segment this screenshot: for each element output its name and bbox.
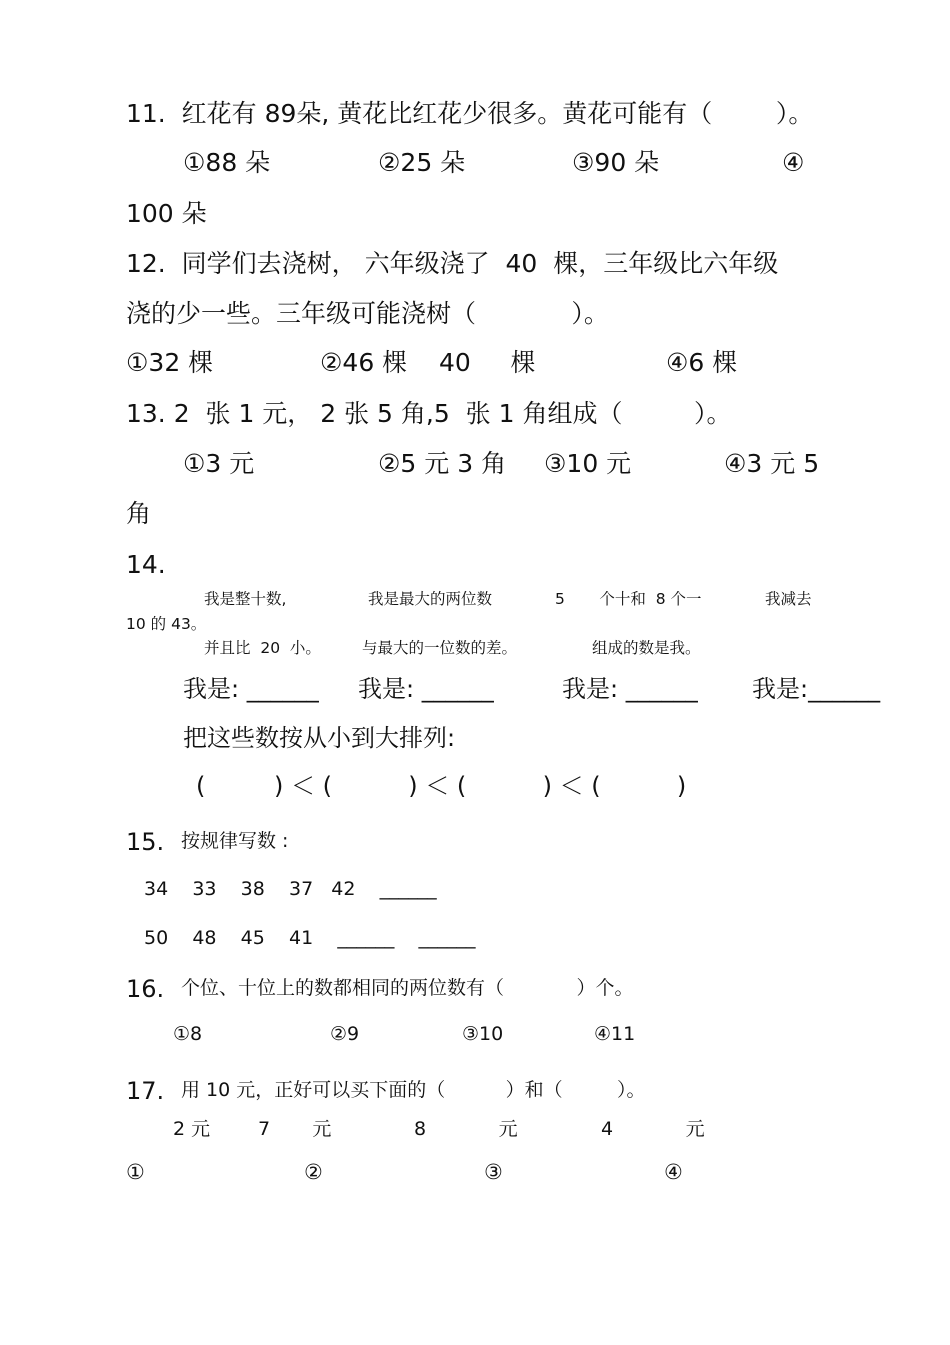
q15-number: 15. bbox=[126, 828, 165, 856]
q13-option-4: ④3 元 5 bbox=[724, 449, 820, 478]
q16-option-2: ②9 bbox=[330, 1023, 360, 1045]
q17-price-1: 2 元 bbox=[173, 1118, 211, 1140]
q17-price-3: 8 元 bbox=[414, 1118, 518, 1140]
q11-option-1: ①88 朵 bbox=[183, 148, 271, 177]
q14-clue-2-line-2: 与最大的一位数的差。 bbox=[362, 639, 518, 657]
q17-stem: 用 10 元，正好可以买下面的（ ）和（ ）。 bbox=[181, 1079, 646, 1101]
q11-option-2: ②25 朵 bbox=[378, 148, 466, 177]
q17-mark-4: ④ bbox=[664, 1160, 683, 1184]
q17-mark-3: ③ bbox=[484, 1160, 503, 1184]
q14-clue-3-line-2: 组成的数是我。 bbox=[592, 639, 701, 657]
q16-option-1: ①8 bbox=[173, 1023, 203, 1045]
q15-stem: 按规律写数 : bbox=[181, 830, 289, 852]
q17-price-2: 7 元 bbox=[258, 1118, 332, 1140]
q11-option-3: ③90 朵 bbox=[572, 148, 660, 177]
q16-stem: 个位、十位上的数都相同的两位数有（ ）个。 bbox=[181, 977, 634, 999]
q13-stem: 13. 2 张 1 元， 2 张 5 角,5 张 1 角组成（ ）。 bbox=[126, 399, 732, 428]
q13-option-4-continued: 角 bbox=[126, 499, 152, 528]
q15-sequence-1: 34 33 38 37 42 ______ bbox=[144, 878, 437, 900]
q14-sort-row: ( ) ＜ ( ) ＜ ( ) ＜ ( ) bbox=[196, 772, 687, 800]
q17-number: 17. bbox=[126, 1077, 165, 1105]
q12-option-1: ①32 棵 bbox=[126, 348, 214, 377]
q14-clue-4-line-1: 我减去 bbox=[765, 590, 812, 608]
q14-clue-2-line-1: 我是最大的两位数 bbox=[368, 590, 493, 608]
q17-mark-1: ① bbox=[126, 1160, 145, 1184]
q14-clue-1-line-1: 我是整十数, bbox=[204, 590, 287, 608]
q12-option-2: ②46 棵 40 棵 bbox=[320, 348, 536, 377]
q14-clue-4-line-2: 10 的 43。 bbox=[126, 615, 207, 633]
q16-option-3: ③10 bbox=[462, 1023, 504, 1045]
q13-option-3: ③10 元 bbox=[544, 449, 632, 478]
q14-clue-1-line-2: 并且比 20 小。 bbox=[204, 639, 321, 657]
q14-answer-1: 我是: ______ bbox=[183, 675, 319, 703]
q14-number: 14. bbox=[126, 550, 166, 579]
q12-option-4: ④6 棵 bbox=[666, 348, 738, 377]
q17-mark-2: ② bbox=[304, 1160, 323, 1184]
q14-clue-3-line-1: 5 个十和 8 个一 bbox=[555, 590, 702, 608]
q14-answer-4: 我是:______ bbox=[752, 675, 881, 703]
q16-number: 16. bbox=[126, 975, 165, 1003]
q14-sort-instruction: 把这些数按从小到大排列: bbox=[183, 724, 456, 752]
q17-price-4: 4 元 bbox=[601, 1118, 705, 1140]
q13-option-1: ①3 元 bbox=[183, 449, 255, 478]
q11-option-4-continued: 100 朵 bbox=[126, 199, 207, 228]
q11-option-4: ④ bbox=[782, 148, 805, 177]
q14-answer-2: 我是: ______ bbox=[358, 675, 494, 703]
q11-stem: 11. 红花有 89朵, 黄花比红花少很多。黄花可能有（ ）。 bbox=[126, 99, 814, 128]
q15-sequence-2: 50 48 45 41 ______ ______ bbox=[144, 927, 476, 949]
q14-answer-3: 我是: ______ bbox=[562, 675, 698, 703]
q12-stem: 12. 同学们去浇树， 六年级浇了 40 棵，三年级比六年级 bbox=[126, 249, 779, 278]
q13-option-2: ②5 元 3 角 bbox=[378, 449, 507, 478]
q16-option-4: ④11 bbox=[594, 1023, 636, 1045]
q12-stem-continued: 浇的少一些。三年级可能浇树（ ）。 bbox=[126, 299, 609, 328]
